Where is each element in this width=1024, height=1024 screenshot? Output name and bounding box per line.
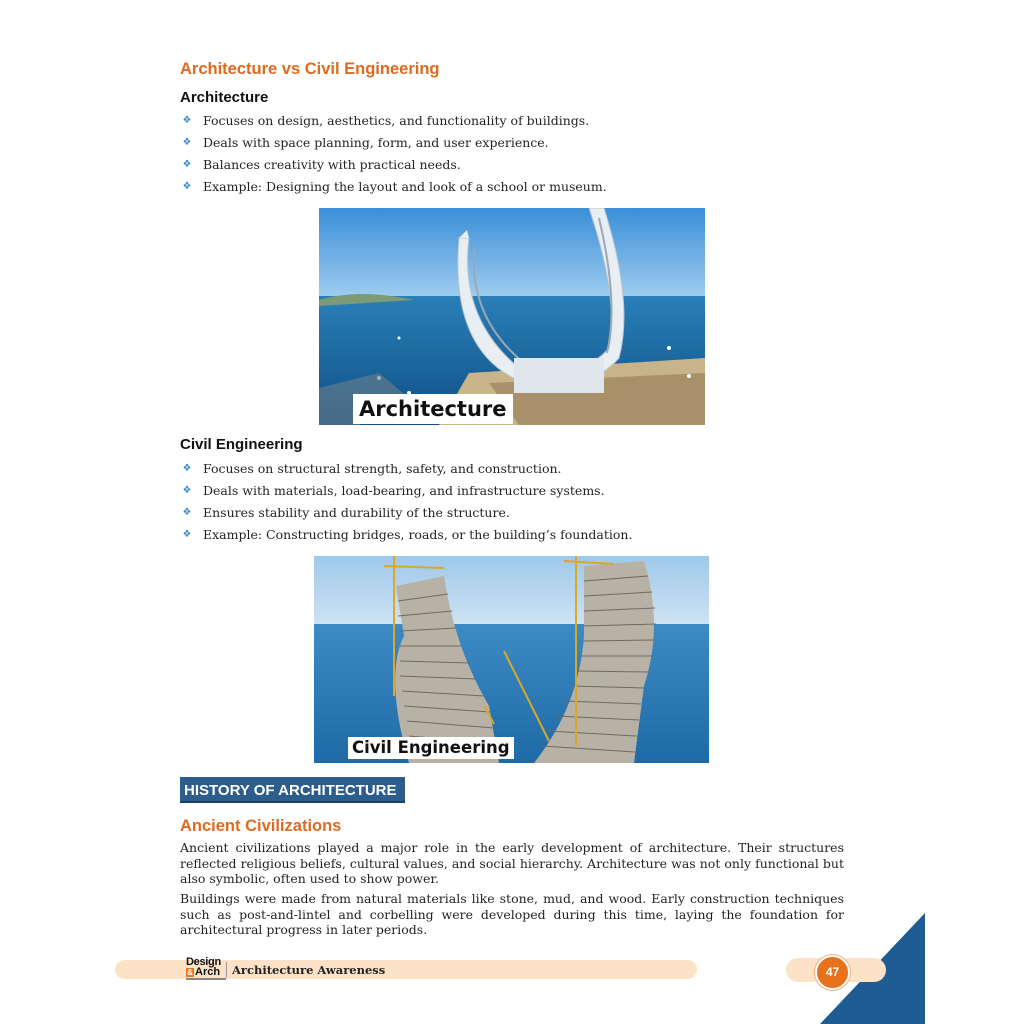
civil-engineering-heading: Civil Engineering <box>180 436 303 453</box>
page-number: 47 <box>815 955 850 990</box>
diamond-bullet-icon: ❖ <box>182 507 192 518</box>
civil-engineering-bullet-list <box>180 458 632 546</box>
ancient-civilizations-heading: Ancient Civilizations <box>180 817 342 835</box>
list-item: ❖ Focuses on design, aesthetics, and functionality of buildings. <box>180 110 607 132</box>
architecture-heading: Architecture <box>180 89 269 106</box>
list-item: ❖ Example: Constructing bridges, roads, or the building’s foundation. <box>180 524 632 546</box>
diamond-bullet-icon: ❖ <box>182 485 192 496</box>
diamond-bullet-icon: ❖ <box>182 529 192 540</box>
list-item: ❖ Example: Designing the layout and look of a school or museum. <box>180 176 607 198</box>
diamond-bullet-icon: ❖ <box>182 115 192 126</box>
section-title: Architecture vs Civil Engineering <box>180 60 440 78</box>
list-item: ❖ Deals with materials, load-bearing, and infrastructure systems. <box>180 480 632 502</box>
list-item: ❖ Deals with space planning, form, and user experience. <box>180 132 607 154</box>
diamond-bullet-icon: ❖ <box>182 137 192 148</box>
diamond-bullet-icon: ❖ <box>182 463 192 474</box>
running-title: Architecture Awareness <box>232 963 386 977</box>
diamond-bullet-icon: ❖ <box>182 159 192 170</box>
history-section-banner: HISTORY OF ARCHITECTURE <box>180 777 405 803</box>
architecture-photo-caption: Architecture <box>353 394 513 424</box>
civil-engineering-photo-caption: Civil Engineering <box>348 737 514 759</box>
design-arch-logo: Design & Arch <box>184 956 226 984</box>
architecture-bullet-list <box>180 110 607 198</box>
civil-engineering-photo <box>314 556 709 763</box>
diamond-bullet-icon: ❖ <box>182 181 192 192</box>
architecture-photo <box>319 208 705 425</box>
footer-divider <box>226 962 227 978</box>
paragraph: Buildings were made from natural materials like stone, mud, and wood. Early construction techniques such as post-and-lintel and corbelling were developed during this time, laying the foundation for architectural progress in later periods. <box>180 891 844 937</box>
paragraph: Ancient civilizations played a major role in the early development of architecture. Their structures reflected religious beliefs, cultural values, and social hierarchy. Architecture was not only functional but also symbolic, often used to show power. <box>180 840 844 886</box>
list-item: ❖ Ensures stability and durability of the structure. <box>180 502 632 524</box>
list-item: ❖ Focuses on structural strength, safety, and construction. <box>180 458 632 480</box>
list-item: ❖ Balances creativity with practical needs. <box>180 154 607 176</box>
